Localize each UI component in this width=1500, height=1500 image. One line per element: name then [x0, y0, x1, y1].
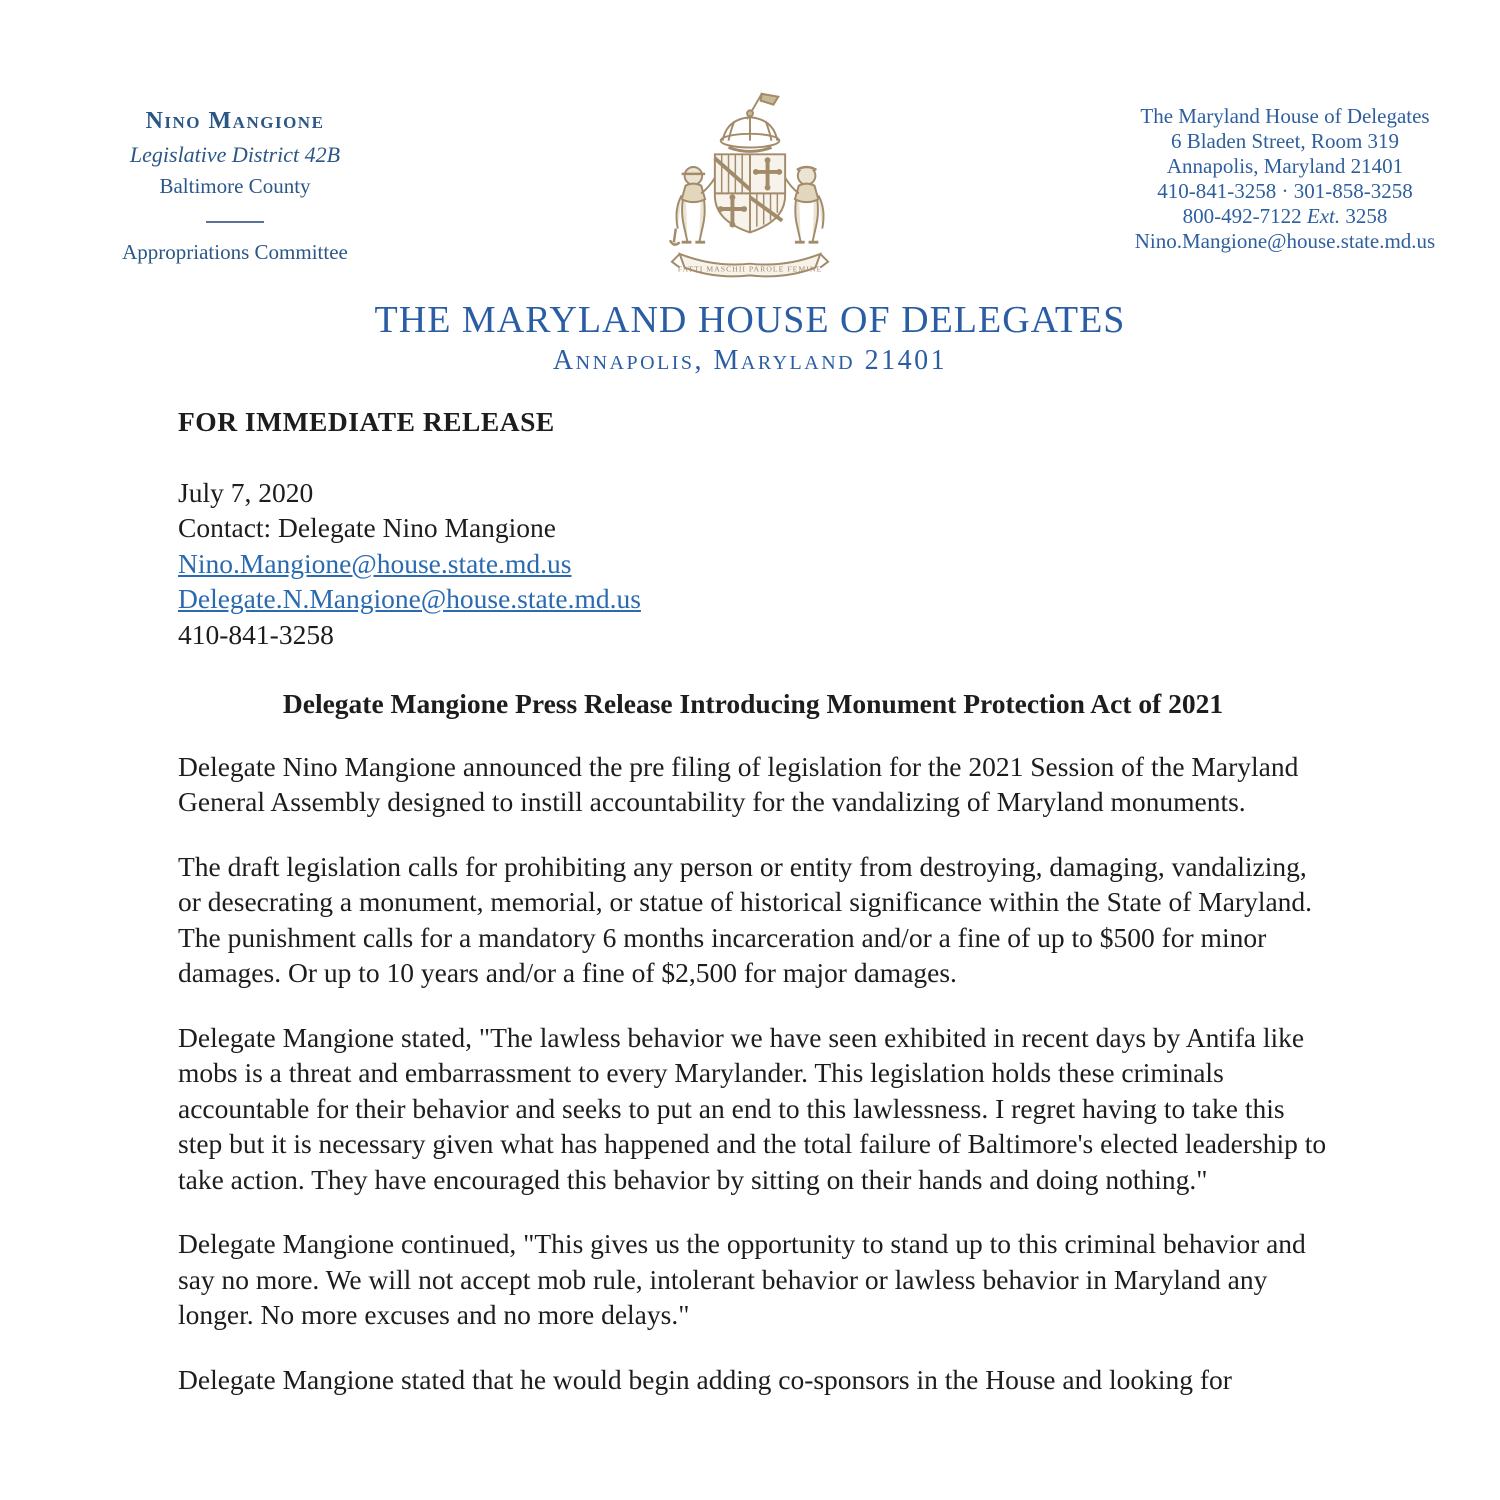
member-district: Legislative District 42B	[129, 141, 341, 167]
member-committee: Appropriations Committee	[122, 240, 348, 265]
office-city: Annapolis, Maryland 21401	[1166, 154, 1404, 178]
press-headline: Delegate Mangione Press Release Introducing Monument Protection Act of 2021	[282, 688, 1224, 719]
letterhead-member-block	[110, 104, 360, 268]
divider-rule	[206, 221, 264, 223]
maryland-coat-of-arms-icon	[652, 86, 848, 291]
contact-email-secondary-link[interactable]: Delegate.N.Mangione@house.state.md.us	[178, 583, 641, 614]
crest-motto: FATTI MASCHII PAROLE FEMINE	[677, 264, 823, 274]
ext-label: Ext.	[1306, 204, 1341, 228]
office-email: Nino.Mangione@house.state.md.us	[1134, 229, 1436, 253]
contact-block	[178, 475, 1328, 653]
body-paragraph-3: Delegate Mangione stated, "The lawless behavior we have seen exhibited in recent days by Antifa like mobs is a threat and embarrassment to every Marylander. This legislation holds these criminals accountable for their behavior and seeks to put an end to this lawlessness. I regret having to take this step but it is necessary given what has happened and the total failure of Baltimore's elected leadership to take action. They have encouraged this behavior by sitting on their hands and doing nothing."	[178, 1021, 1327, 1195]
office-tollfree: 800-492-7122 Ext. 3258	[1182, 204, 1388, 228]
contact-phone: 410-841-3258	[178, 618, 334, 650]
press-release-body	[178, 404, 1328, 1397]
contact-email-secondary-line	[178, 581, 1328, 617]
office-org-name: The Maryland House of Delegates	[1140, 104, 1430, 128]
body-paragraph-4: Delegate Mangione continued, "This gives us the opportunity to stand up to this criminal behavior and say no more. We will not accept mob rule, intolerant behavior or lawless behavior in Maryland any longer. No more excuses and no more delays."	[178, 1228, 1306, 1330]
body-paragraph-2: The draft legislation calls for prohibiting any person or entity from destroying, damaging, vandalizing, or desecrating a monument, memorial, or statue of historical significance within the State of Maryland. The punishment calls for a mandatory 6 months incarceration and/or a fine of up to $500 for minor damages. Or up to 10 years and/or a fine of $2,500 for major damages.	[178, 850, 1313, 988]
body-paragraph-5: Delegate Mangione stated that he would begin adding co-sponsors in the House and looking for	[178, 1363, 1232, 1395]
contact-email-primary-line	[178, 546, 1328, 582]
contact-email-primary-link[interactable]: Nino.Mangione@house.state.md.us	[178, 547, 572, 579]
member-county: Baltimore County	[159, 173, 311, 198]
office-street: 6 Bladen Street, Room 319	[1170, 129, 1400, 153]
page-title: THE MARYLAND HOUSE OF DELEGATES	[374, 299, 1126, 341]
member-name: Nino Mangione	[145, 108, 325, 134]
office-phones: 410-841-3258 · 301-858-3258	[1157, 179, 1413, 203]
letterhead-office-block	[1095, 104, 1475, 254]
release-date: July 7, 2020	[178, 476, 314, 508]
contact-line: Contact: Delegate Nino Mangione	[178, 512, 557, 543]
page-subtitle: Annapolis, Maryland 21401	[552, 345, 948, 376]
body-paragraph-1: Delegate Nino Mangione announced the pre filing of legislation for the 2021 Session of the Maryland General Assembly designed to instill accountability for the vandalizing of Maryland monuments.	[178, 750, 1299, 817]
release-label: FOR IMMEDIATE RELEASE	[178, 406, 555, 437]
